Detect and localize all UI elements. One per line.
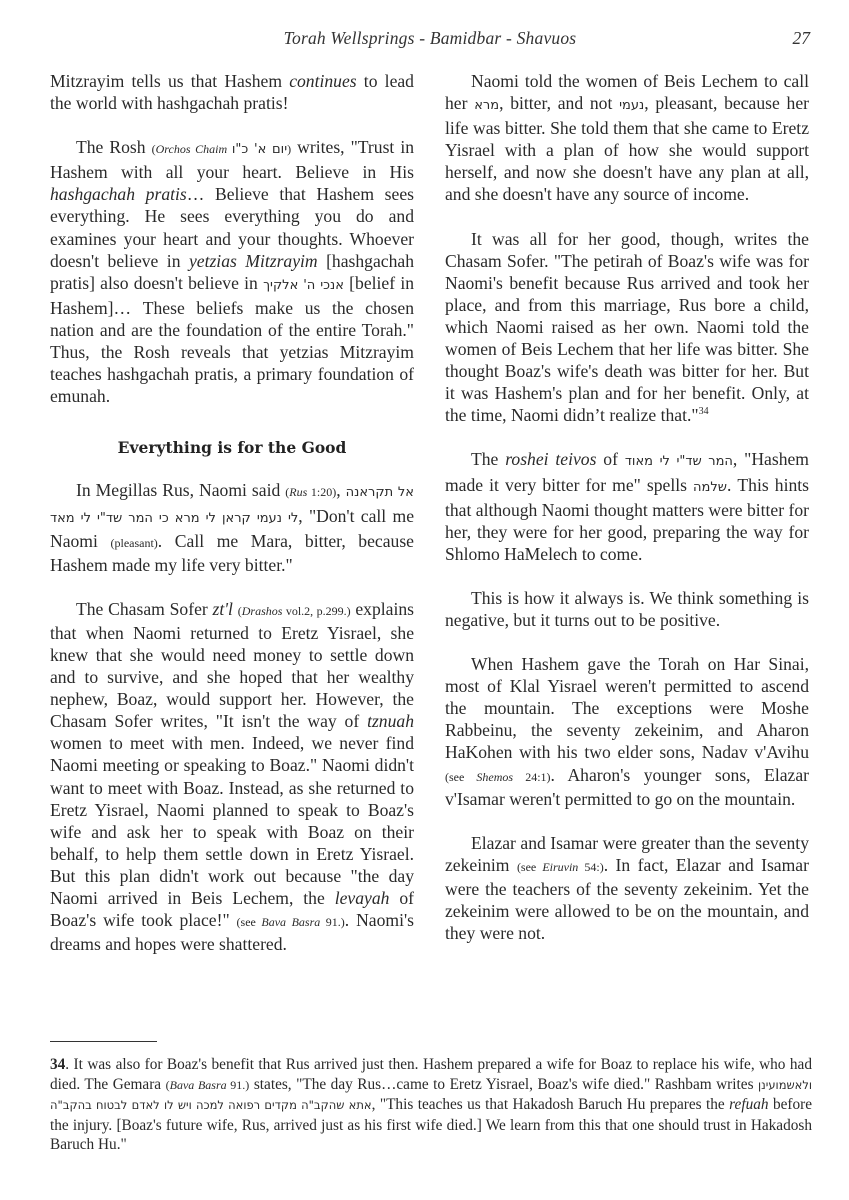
citation-source: Bava Basra <box>261 915 321 930</box>
text: When Hashem gave the Torah on Har Sinai, most of Klal Yisrael weren't permitted to ascend the mountain. The exceptions were Moshe Rabbeinu, the seventy zekeinim, and Aharon HaKohen with his two elder sons, Nadav v'Avihu <box>445 654 809 763</box>
text: In Megillas Rus, Naomi said <box>76 480 286 501</box>
citation <box>517 860 604 874</box>
paragraph <box>50 136 414 407</box>
italic-text: roshei teivos <box>505 449 597 470</box>
citation-ref: 91.) <box>320 915 345 930</box>
hebrew-text: אל תקראנה לי נעמי קראן לי מרא כי המר שד"י לי מאד <box>50 485 414 526</box>
hebrew-text: המר שד"י לי מאוד <box>624 454 733 470</box>
paragraph: In Megillas Rus, Naomi said (Rus 1:20), אל תקראנה לי נעמי קראן לי מרא כי המר שד"י לי מאד, "Don't call me Naomi (pleasant). Call me Mara, bitter, because Hashem made my life very bitter." <box>50 480 414 575</box>
page-number: 27 <box>792 28 810 48</box>
citation-ref: vol.2, p.299. <box>282 603 347 618</box>
text: , pleasant, because her life was bitter. She told them that she came to Eretz Yisrael with a plan of how she would support herself, and now she doesn't have any plan at all, and she doesn't have any source of income. <box>445 93 809 205</box>
right-column <box>445 70 809 966</box>
italic-text: hashgachah pratis <box>50 184 187 205</box>
italic-text: refuah <box>729 1096 769 1114</box>
hebrew-text: אנכי ה' אלקיך <box>263 277 344 293</box>
running-title: Torah Wellsprings - Bamidbar - Shavuos <box>283 28 577 48</box>
text: explains that when Naomi returned to Eretz Yisrael, she knew that she would need money to settle down and to survive, and she hoped that her wealthy nephew, Boaz, would support her. However, the Chasam Sofer writes, "It isn't the way of <box>50 598 415 732</box>
italic-text: zt'l <box>212 598 233 619</box>
paragraph <box>445 228 809 427</box>
text: . Call me Mara, bitter, because Hashem made my life very bitter." <box>50 530 414 575</box>
text: of Boaz's wife took place!" <box>50 888 414 931</box>
citation <box>237 915 345 929</box>
text: The <box>471 449 506 470</box>
citation: (Drashos vol.2, p.299.) <box>237 603 351 618</box>
footnote-reference[interactable]: 34 <box>698 406 709 418</box>
text: to lead the world with hashgachah pratis! <box>50 71 414 114</box>
text: of <box>596 449 625 470</box>
hebrew-text: יום א' כ"ו <box>231 142 288 158</box>
text: Naomi told the women of Beis Lechem to call her <box>445 71 809 114</box>
citation <box>166 1078 250 1092</box>
paragraph <box>50 70 414 114</box>
text: This is how it always is. We think something is negative, but it turns out to be positive. <box>445 587 809 630</box>
text: writes, "Trust in Hashem with all your heart. Believe in His <box>50 137 415 183</box>
text: . Aharon's younger sons, Elazar v'Isamar weren't permitted to go on the mountain. <box>445 764 809 809</box>
paragraph <box>445 653 809 810</box>
text: … Believe that Hashem sees everything. He sees everything you do and examines your heart and your thoughts. Whoever doesn't believe in <box>50 184 414 271</box>
citation-ref: 1:20 <box>307 485 333 500</box>
footnote <box>50 1055 812 1155</box>
text: women to meet with men. Indeed, we never find Naomi meeting or speaking to Boaz." Naomi didn't want to meet with Boaz. Instead, as she returned to Eretz Yisrael, Naomi planned to speak to Boaz's wife and ask her to speak with Boaz on their behalf, to help them settle down in Eretz Yisrael. But this plan didn't work out because "the day Naomi arrived in Beis Lechem, the <box>50 733 414 908</box>
paragraph <box>445 587 809 631</box>
citation-ref: 54:) <box>578 859 604 874</box>
italic-text: continues <box>289 71 357 91</box>
citation-source: Rus <box>289 485 308 500</box>
text: , bitter, and not <box>499 93 620 114</box>
text: It was all for her good, though, writes the Chasam Sofer. "The petirah of Boaz's wife was for Naomi's benefit because Rus arrived and took her place, and from this marriage, Rus bore a child, which Naomi raised as her own. Naomi told the women of Beis Lechem that her life was bitter. She thought Boaz's wife's death was bitter for her. But it was Hashem's plan and for her benefit. Only, at the time, Naomi didn’t realize that." <box>445 228 809 426</box>
citation-ref: 24:1) <box>513 769 551 784</box>
text: before the injury. [Boaz's future wife, Rus, arrived just as his first wife died.] We learn from this that one should trust in Hakadosh Baruch Hu." <box>50 1096 813 1154</box>
text: (see <box>516 859 543 874</box>
text: The Rosh <box>76 137 152 158</box>
text: [belief in Hashem]… These beliefs make us the chosen nation and are the foundation of the entire Torah." Thus, the Rosh reveals that yetzias Mitzrayim teaches hashgachah pratis, a primary foundation of emunah. <box>50 272 415 407</box>
text: (see <box>445 769 477 784</box>
citation-source: Orchos Chaim <box>155 142 228 157</box>
italic-text: levayah <box>334 888 390 908</box>
text: . It was also for Boaz's benefit that Rus arrived just then. Hashem prepared a wife for Boaz to replace his wife, who had died. The Gemara <box>50 1056 812 1093</box>
citation: (Rus 1:20) <box>285 485 337 500</box>
text: . In fact, Elazar and Isamar were the teachers of the seventy zekeinim. Yet the zekeinim were allowed to be on the mountain, and they were not. <box>445 854 809 944</box>
text: [hashgachah pratis] also doesn't believe in <box>50 250 415 293</box>
hebrew-text: נעמי <box>619 98 645 114</box>
section-heading: Everything is for the Good <box>117 438 347 458</box>
italic-text: tznuah <box>367 711 414 732</box>
hebrew-text: שלמה <box>693 479 727 495</box>
text: ( <box>165 1077 170 1092</box>
text: Elazar and Isamar were greater than the seventy zekeinim <box>445 832 809 875</box>
small-text: (pleasant) <box>110 535 158 550</box>
citation: (Orchos Chaim יום א' כ"ו) <box>151 142 292 158</box>
paragraph <box>50 598 414 956</box>
citation-source: Shemos <box>476 769 514 784</box>
text: Mitzrayim tells us that Hashem <box>50 71 290 91</box>
italic-text: yetzias Mitzrayim <box>188 250 318 271</box>
citation-source: Eiruvin <box>542 859 579 874</box>
footnote-number: 34 <box>50 1056 66 1073</box>
text: (see <box>236 915 262 930</box>
paragraph <box>445 832 809 944</box>
citation-source: Bava Basra <box>169 1077 227 1092</box>
text: , "Don't call me Naomi <box>50 505 414 551</box>
text: , "This teaches us that Hakadosh Baruch Hu prepares the <box>371 1096 730 1114</box>
text: . Naomi's dreams and hopes were shattered. <box>50 910 415 955</box>
left-column <box>50 70 414 977</box>
text: , "Hashem made it very bitter for me" spells <box>445 449 809 495</box>
hebrew-text: ולאשמועינן אתא שהקב"ה מקדים רפואה למכה ויש לו לאדם לבטוח בהקב"ה <box>50 1077 813 1113</box>
hebrew-text: מרא <box>474 98 500 114</box>
citation <box>445 770 551 784</box>
text: states, "The day Rus…came to Eretz Yisrael, Boaz's wife died." Rashbam writes <box>249 1075 759 1093</box>
text: . This hints that although Naomi thought matters were bitter for her, they were for her good, preparing the way for Shlomo HaMelech to come. <box>445 474 809 564</box>
paragraph <box>445 70 809 206</box>
footnote-divider <box>50 1041 157 1042</box>
paragraph <box>445 448 809 564</box>
citation-ref: 91.) <box>226 1077 250 1092</box>
running-header <box>50 28 810 52</box>
citation-source: Drashos <box>241 603 283 618</box>
text: The Chasam Sofer <box>76 598 213 619</box>
